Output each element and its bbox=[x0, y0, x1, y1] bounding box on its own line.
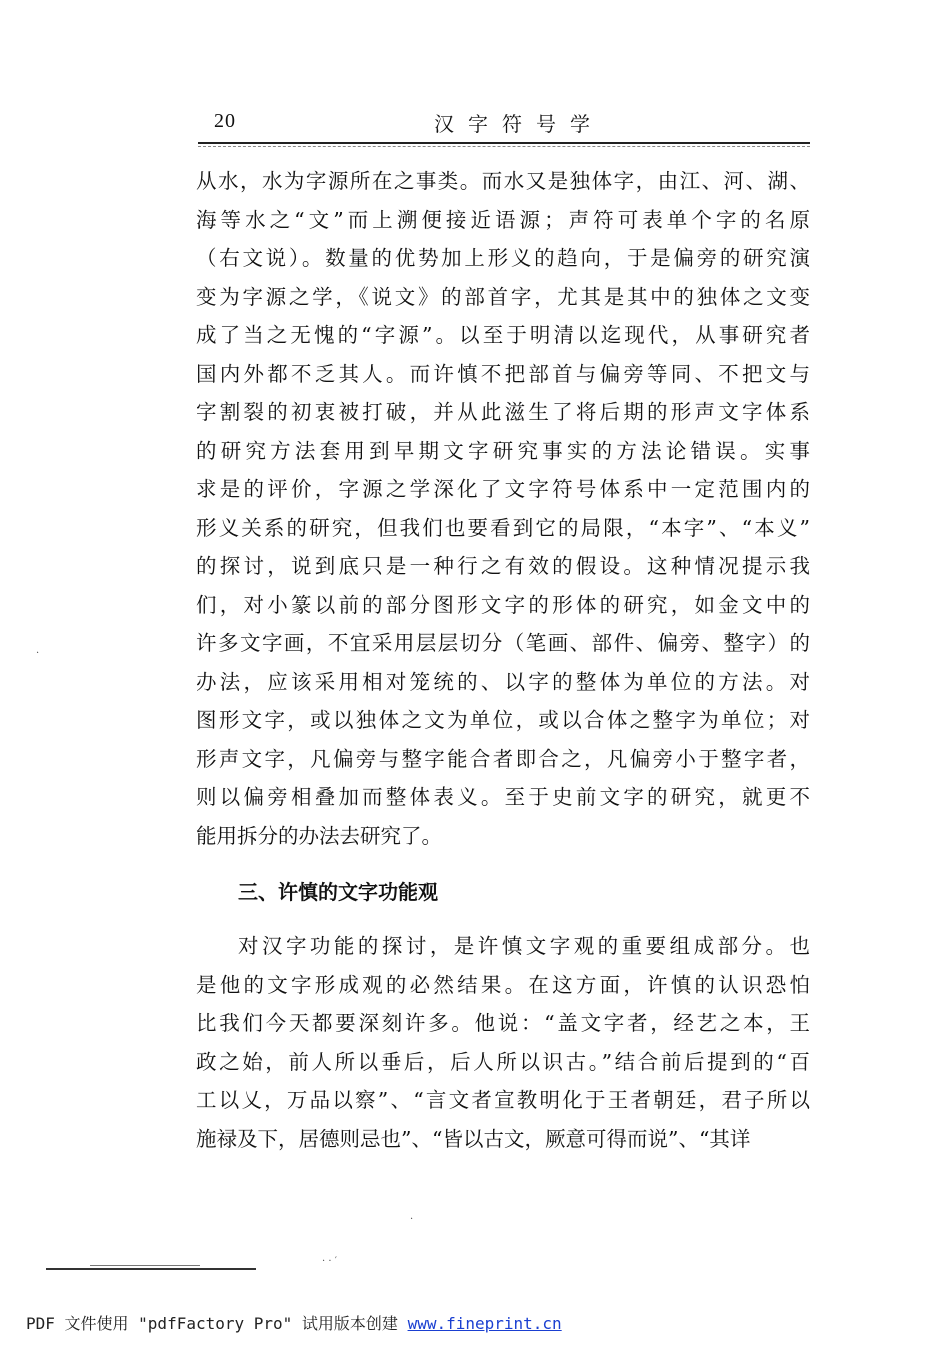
text-line: 办法，应该采用相对笼统的、以字的整体为单位的方法。对 bbox=[196, 669, 810, 694]
footer-text: PDF 文件使用 "pdfFactory Pro" 试用版本创建 bbox=[26, 1314, 408, 1333]
text-line: 施禄及下，居德则忌也”、“皆以古文，厥意可得而说”、“其详 bbox=[196, 1126, 751, 1151]
header-rule bbox=[198, 142, 810, 144]
page-number: 20 bbox=[214, 110, 236, 132]
bottom-scan-line bbox=[46, 1268, 256, 1270]
stray-mark: · bbox=[36, 648, 40, 659]
bottom-scan-line-2 bbox=[90, 1265, 200, 1266]
text-line: 海等水之“文”而上溯便接近语源；声符可表单个字的名原 bbox=[196, 207, 810, 232]
text-line: 字割裂的初衷被打破，并从此滋生了将后期的形声文字体系 bbox=[196, 400, 810, 424]
text-line: 的探讨，说到底只是一种行之有效的假设。这种情况提示我 bbox=[196, 554, 810, 578]
stray-mark: · bbox=[410, 1214, 414, 1225]
text-line: 变为字源之学，《说文》的部首字，尤其是其中的独体之文变 bbox=[196, 284, 810, 309]
footer bbox=[26, 1311, 562, 1334]
text-line: 则以偏旁相叠加而整体表义。至于史前文字的研究，就更不 bbox=[196, 785, 810, 809]
text-line: 许多文字画，不宜采用层层切分（笔画、部件、偏旁、整字）的 bbox=[196, 631, 810, 655]
text-line: （右文说）。数量的优势加上形义的趋向，于是偏旁的研究演 bbox=[196, 246, 810, 270]
stray-mark: · · ′ bbox=[322, 1256, 337, 1267]
header-rule-thin bbox=[198, 146, 810, 147]
text-line: 比我们今天都要深刻许多。他说：“盖文字者，经艺之本，王 bbox=[196, 1011, 810, 1035]
text-line: 的研究方法套用到早期文字研究事实的方法论错误。实事 bbox=[196, 438, 810, 463]
text-line: 工以乂，万品以察”、“言文者宣教明化于王者朝廷，君子所以 bbox=[196, 1088, 810, 1112]
text-line: 政之始，前人所以垂后，后人所以识古。”结合前后提到的“百 bbox=[196, 1049, 810, 1074]
text-line: 对汉字功能的探讨，是许慎文字观的重要组成部分。也 bbox=[238, 934, 810, 958]
running-title: 汉字符号学 bbox=[434, 112, 604, 136]
text-line: 形义关系的研究，但我们也要看到它的局限，“本字”、“本义” bbox=[196, 515, 810, 540]
text-line: 是他的文字形成观的必然结果。在这方面，许慎的认识恐怕 bbox=[196, 972, 810, 997]
text-line: 求是的评价，字源之学深化了文字符号体系中一定范围内的 bbox=[196, 477, 810, 501]
text-line: 形声文字，凡偏旁与整字能合者即合之，凡偏旁小于整字者， bbox=[196, 746, 810, 771]
text-line: 从水，水为字源所在之事类。而水又是独体字，由江、河、湖、 bbox=[196, 169, 810, 193]
text-line: 国内外都不乏其人。而许慎不把部首与偏旁等同、不把文与 bbox=[196, 361, 810, 386]
paragraph-1 bbox=[196, 162, 810, 855]
footer-link[interactable]: www.fineprint.cn bbox=[407, 1314, 562, 1333]
text-line: 们，对小篆以前的部分图形文字的形体的研究，如金文中的 bbox=[196, 592, 810, 617]
text-line: 成了当之无愧的“字源”。以至于明清以迄现代，从事研究者 bbox=[196, 323, 810, 347]
section-heading: 三、许慎的文字功能观 bbox=[238, 880, 438, 904]
text-line: 能用拆分的办法去研究了。 bbox=[196, 823, 442, 848]
text-line: 图形文字，或以独体之文为单位，或以合体之整字为单位；对 bbox=[196, 708, 810, 732]
paragraph-2 bbox=[196, 927, 810, 1158]
